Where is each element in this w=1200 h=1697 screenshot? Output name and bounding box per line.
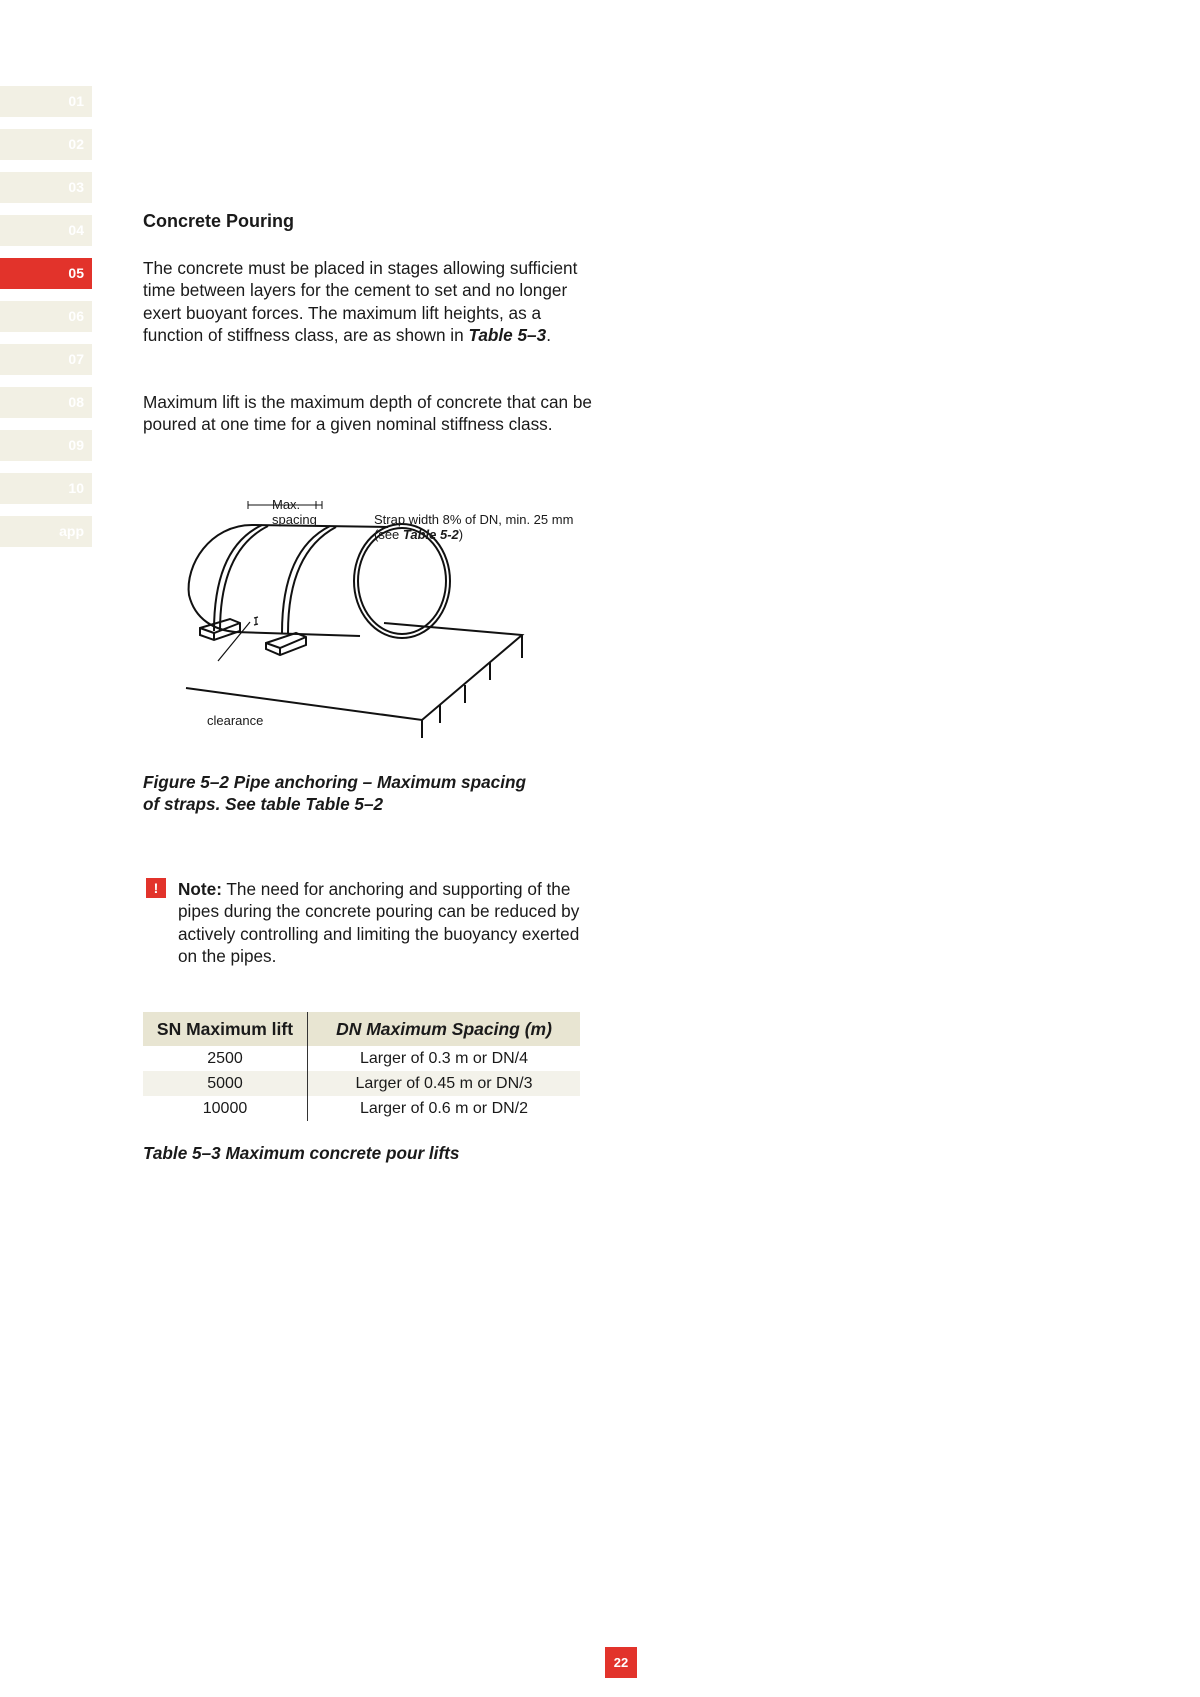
table-header-dn: DN Maximum Spacing (m): [308, 1012, 581, 1046]
chapter-tab-08[interactable]: 08: [0, 387, 92, 418]
note-body: The need for anchoring and supporting of the pipes during the concrete pouring can be reduced by actively controlling and limiting the buoyancy exerted on the pipes.: [178, 879, 580, 966]
table-header-row: [143, 1012, 580, 1046]
chapter-tab-07[interactable]: 07: [0, 344, 92, 375]
note-box: [143, 878, 603, 967]
label-clearance: clearance: [207, 713, 264, 728]
label-max-spacing: Max. spacing: [272, 497, 317, 527]
paragraph-end: .: [546, 324, 551, 345]
chapter-tab-app[interactable]: app: [0, 516, 92, 547]
chapter-nav: [0, 86, 92, 559]
table-row: [143, 1071, 580, 1096]
chapter-tab-06[interactable]: 06: [0, 301, 92, 332]
pipe-anchoring-figure: [170, 495, 610, 740]
table-row: [143, 1046, 580, 1071]
table-cell-sn: 10000: [143, 1096, 308, 1121]
paragraph-text: The concrete must be placed in stages allowing sufficient time between layers for the cement to set and no longer exert buoyant forces. The maximum lift heights, as a function of stiffness class, are as shown in: [143, 258, 578, 345]
chapter-tab-10[interactable]: 10: [0, 473, 92, 504]
chapter-tab-05-active[interactable]: 05: [0, 258, 92, 289]
chapter-tab-04[interactable]: 04: [0, 215, 92, 246]
warning-icon: !: [146, 878, 166, 898]
paragraph-max-lift: Maximum lift is the maximum depth of concrete that can be poured at one time for a given nominal stiffness class.: [143, 392, 592, 435]
label-strap-ref: (see Table 5-2): [374, 527, 464, 542]
table-cell-spacing: Larger of 0.3 m or DN/4: [359, 1049, 529, 1067]
table-cell-spacing: Larger of 0.45 m or DN/3: [308, 1071, 581, 1096]
label-strap-width: Strap width 8% of DN, min. 25 mm (see Table 5-2): [374, 512, 610, 542]
section-heading: Concrete Pouring: [143, 211, 295, 231]
page-number: 22: [605, 1647, 637, 1678]
paragraph-pour-stages: [143, 257, 603, 346]
table-cell-spacing: Larger of 0.6 m or DN/2: [359, 1099, 529, 1117]
table-reference-link[interactable]: Table 5–3: [468, 324, 547, 345]
note-label: Note:: [178, 879, 222, 899]
figure-caption: Figure 5–2 Pipe anchoring – Maximum spacing of straps. See table Table 5–2: [143, 772, 527, 815]
table-header-sn: SN Maximum lift: [143, 1012, 308, 1046]
table-cell-sn: 2500: [143, 1046, 308, 1071]
chapter-tab-02[interactable]: 02: [0, 129, 92, 160]
note-text: [178, 878, 603, 967]
chapter-tab-01[interactable]: 01: [0, 86, 92, 117]
table-cell-sn: 5000: [143, 1071, 308, 1096]
chapter-tab-03[interactable]: 03: [0, 172, 92, 203]
table-caption: Table 5–3 Maximum concrete pour lifts: [143, 1143, 460, 1163]
table-row: [143, 1096, 580, 1121]
chapter-tab-09[interactable]: 09: [0, 430, 92, 461]
max-pour-lift-table: [143, 1012, 580, 1121]
